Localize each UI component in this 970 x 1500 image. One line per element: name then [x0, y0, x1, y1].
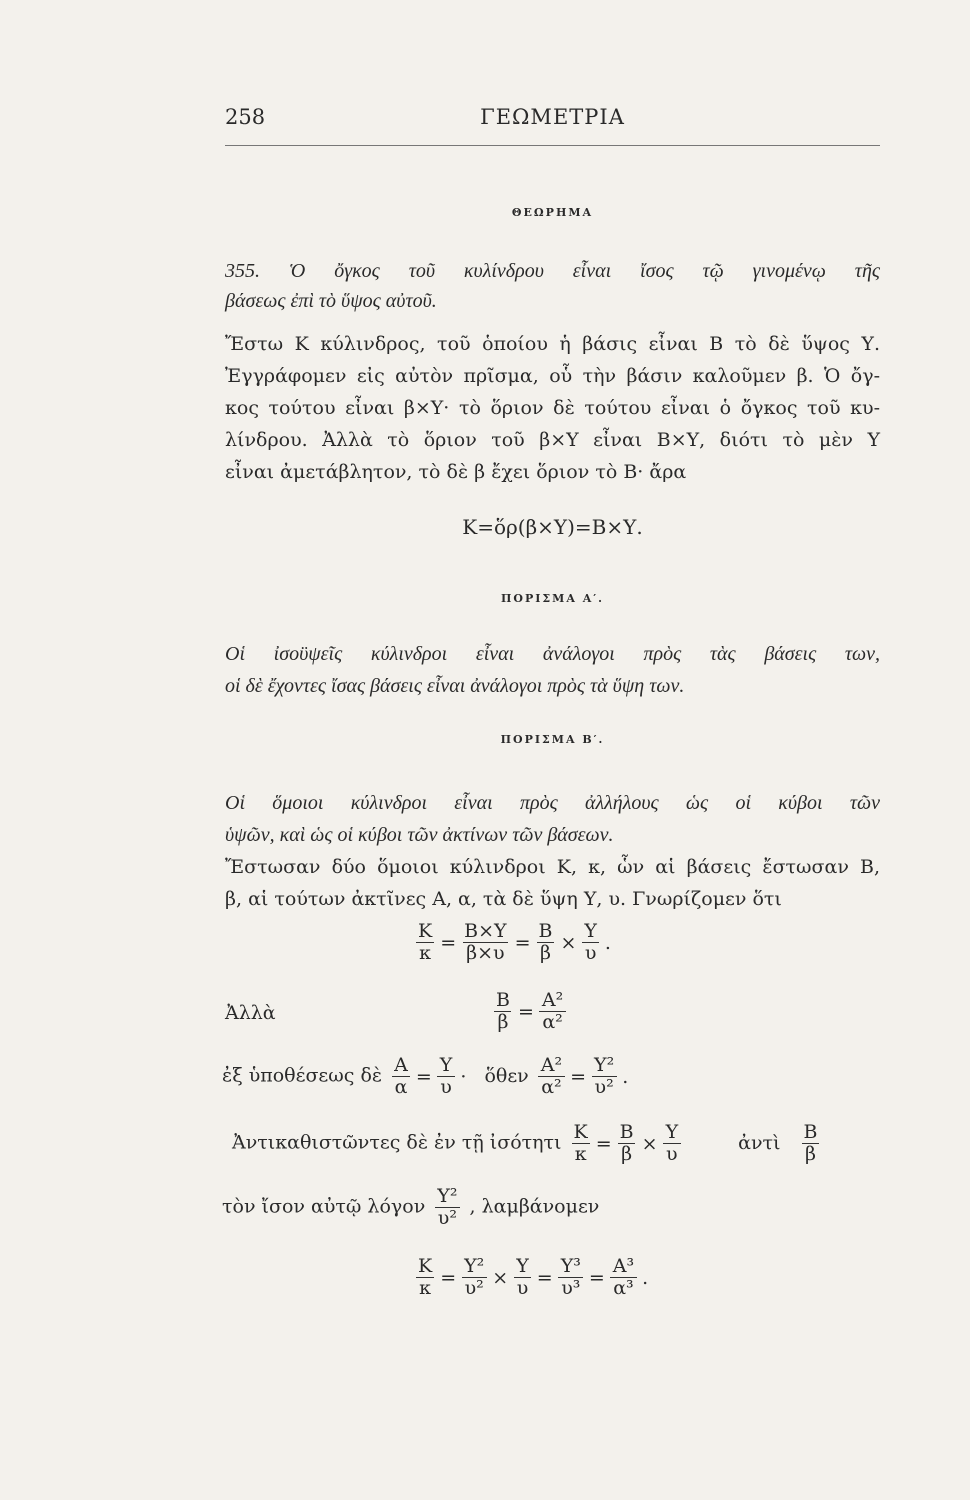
- fraction: $\frac{A}{\alpha}$: [391, 1055, 411, 1098]
- proof-line-1: Ἔστω Κ κύλινδρος, τοῦ ὁποίου ἡ βάσις εἶναι Β τὸ δὲ ὕψος Υ.: [225, 333, 880, 355]
- fraction: $\frac{B}{\beta}$: [619, 1121, 634, 1165]
- fraction: $\frac{\text{Υ²}}{\text{υ²}}$: [461, 1256, 487, 1299]
- fraction: $\frac{B}{\beta}$: [803, 1121, 818, 1165]
- running-title: ΓΕΩΜΕΤΡΙΑ: [480, 105, 625, 129]
- fraction: $\frac{B}{\beta}$: [538, 920, 553, 964]
- equation-hypothesis: ἐξ ὑποθέσεως δὲ $\frac{A}{\alpha}$ = $\frac{\Upsilon}{\upsilon}$ · ὅθεν $\frac{\text{Α²}}{\text{α²}}$ = $\frac{\text{Υ²}}{\text{υ²}}$ .: [222, 1054, 629, 1098]
- equation-base-ratio: $\frac{B}{\beta}$ = $\frac{\text{Α²}}{\text{α²}}$: [490, 990, 569, 1033]
- fraction: $\frac{K}{\kappa}$: [418, 1255, 433, 1299]
- fraction: $\frac{\text{Α²}}{\text{α²}}$: [539, 990, 566, 1033]
- fraction: $\frac{K}{\kappa}$: [418, 920, 433, 964]
- corollary-b-line-2: ὑψῶν, καὶ ὡς οἱ κύβοι τῶν ἀκτίνων τῶν βάσεων.: [225, 824, 614, 846]
- equation-equal-ratio: τὸν ἴσον αὐτῷ λόγον $\frac{\text{Υ²}}{\text{υ²}}$ , λαμβάνομεν: [222, 1185, 600, 1229]
- proof-line-4: λίνδρου. Ἀλλὰ τὸ ὅριον τοῦ β×Υ εἶναι Β×Υ, διότι τὸ μὲν Υ: [225, 429, 880, 451]
- fraction: $\frac{\text{Υ²}}{\text{υ²}}$: [591, 1055, 617, 1098]
- proof-line-2: Ἐγγράφομεν εἰς αὐτὸν πρῖσμα, οὗ τὴν βάσιν καλοῦμεν β. Ὁ ὄγ-: [225, 365, 880, 387]
- corollary-b-heading: ΠΟΡΙΣΜΑ Β′.: [500, 733, 605, 746]
- theorem-statement-line-1: 355. Ὁ ὄγκος τοῦ κυλίνδρου εἶναι ἴσος τῷ γινομένῳ τῆς: [225, 260, 880, 282]
- equation-substitution: Ἀντικαθιστῶντες δὲ ἐν τῇ ἰσότητι $\frac{K}{\kappa}$ = $\frac{B}{\beta}$ × $\frac{\Upsilon}{\upsilon}$ ἀντὶ $\frac{B}{\beta}$: [232, 1122, 824, 1165]
- corollary-b-text-2: β, αἱ τούτων ἀκτῖνες Α, α, τὰ δὲ ὕψη Υ, υ. Γνωρίζομεν ὅτι: [225, 888, 782, 910]
- theorem-statement-line-2: βάσεως ἐπὶ τὸ ὕψος αὐτοῦ.: [225, 290, 437, 312]
- fraction: $\frac{\text{Α²}}{\text{α²}}$: [538, 1055, 565, 1098]
- corollary-a-line-2: οἱ δὲ ἔχοντες ἴσας βάσεις εἶναι ἀνάλογοι πρὸς τὰ ὕψη των.: [225, 675, 685, 697]
- fraction: $\frac{K}{\kappa}$: [573, 1121, 588, 1165]
- proof-line-3: κος τούτου εἶναι β×Υ· τὸ ὅριον δὲ τούτου εἶναι ὁ ὄγκος τοῦ κυ-: [225, 397, 880, 419]
- fraction: $\frac{\text{Υ³}}{\text{υ³}}$: [558, 1256, 584, 1299]
- fraction: $\frac{\Upsilon}{\upsilon}$: [513, 1256, 532, 1299]
- equation-volume-ratio: $\frac{K}{\kappa}$ = $\frac{B\times\Upsilon}{\beta\times\upsilon}$ = $\frac{B}{\beta}$ × $\frac{\Upsilon}{\upsilon}$ .: [412, 921, 613, 964]
- fraction: $\frac{\Upsilon}{\upsilon}$: [581, 921, 600, 964]
- corollary-a-heading: ΠΟΡΙΣΜΑ Α′.: [501, 592, 604, 605]
- corollary-b-text-1: Ἔστωσαν δύο ὅμοιοι κύλινδροι Κ, κ, ὧν αἱ βάσεις ἔστωσαν Β,: [225, 856, 880, 878]
- corollary-a-line-1: Οἱ ἰσοϋψεῖς κύλινδροι εἶναι ἀνάλογοι πρὸς τὰς βάσεις των,: [225, 643, 880, 665]
- fraction: $\frac{\text{Α³}}{\text{α³}}$: [610, 1256, 637, 1299]
- fraction: $\frac{\text{Υ²}}{\text{υ²}}$: [434, 1186, 460, 1229]
- fraction: $\frac{\Upsilon}{\upsilon}$: [663, 1122, 682, 1165]
- page-number: 258: [225, 105, 266, 129]
- running-header: [225, 105, 880, 146]
- equation-final: $\frac{K}{\kappa}$ = $\frac{\text{Υ²}}{\text{υ²}}$ × $\frac{\Upsilon}{\upsilon}$ = $\frac{\text{Υ³}}{\text{υ³}}$ = $\frac{\text{Α³}}{\text{α³}}$ .: [412, 1256, 650, 1299]
- fraction: $\frac{B\times\Upsilon}{\beta\times\upsilon}$: [464, 920, 507, 964]
- fraction: $\frac{\Upsilon}{\upsilon}$: [437, 1055, 456, 1098]
- theorem-formula: Κ=ὅρ(β×Υ)=Β×Υ.: [462, 515, 643, 539]
- word-alla: Ἀλλὰ: [225, 1002, 276, 1024]
- theorem-heading: ΘΕΩΡΗΜΑ: [511, 206, 594, 219]
- proof-line-5: εἶναι ἀμετάβλητον, τὸ δὲ β ἔχει ὅριον τὸ Β· ἄρα: [225, 461, 687, 483]
- corollary-b-line-1: Οἱ ὅμοιοι κύλινδροι εἶναι πρὸς ἀλλήλους ὡς οἱ κύβοι τῶν: [225, 792, 880, 814]
- fraction: $\frac{B}{\beta}$: [496, 989, 510, 1033]
